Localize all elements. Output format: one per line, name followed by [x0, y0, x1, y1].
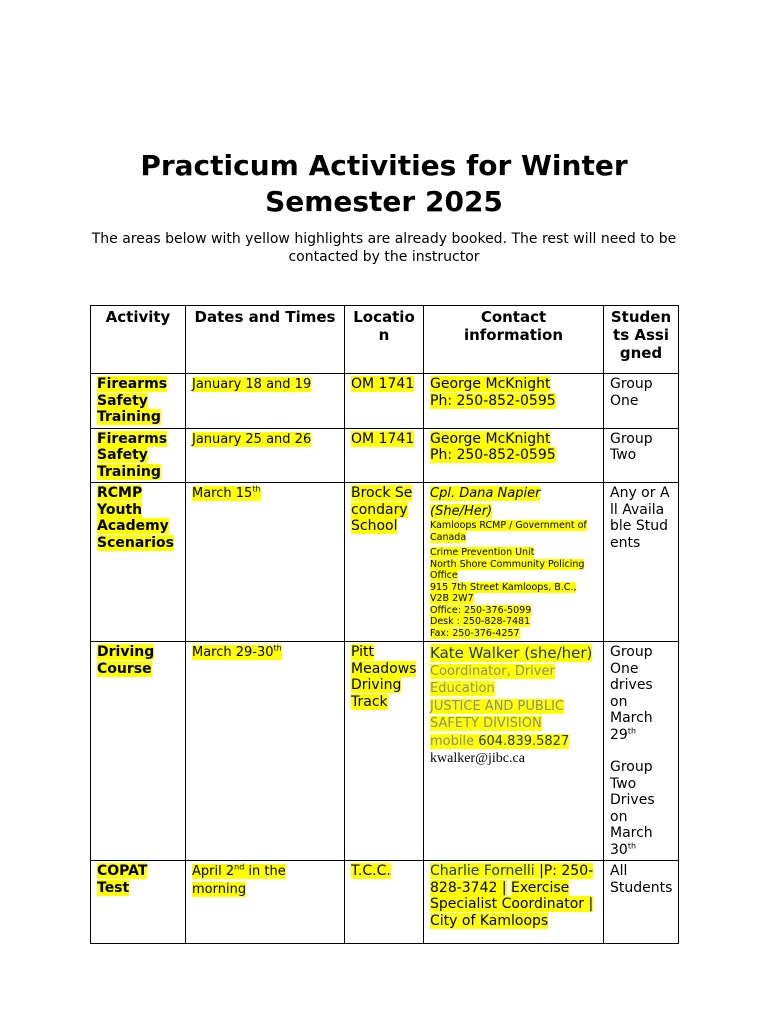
table-row	[91, 374, 679, 429]
contact-detail-lines: Kamloops RCMP / Government of Canada Crime Prevention Unit North Shore Community Policing Office 915 7th Street Kamloops, B.C., V2B 2W7 Office: 250-376-5099 Desk : 250-828-7481 Fax: 250-376-4257	[430, 520, 587, 639]
header-location: Location	[345, 306, 424, 374]
activity-cell: COPAT Test	[97, 863, 148, 896]
table-row	[91, 642, 679, 861]
intro-text: The areas below with yellow highlights are already booked. The rest will need to be contacted by the instructor	[91, 231, 677, 265]
activity-cell: Firearms Safety Training	[97, 430, 168, 480]
location-cell: Brock Secondary School	[351, 485, 413, 534]
assigned-cell	[604, 642, 679, 861]
contact-name: Cpl. Dana Napier (She/Her)	[430, 486, 541, 519]
assigned-cell: Group One	[604, 374, 679, 429]
contact-line: Charlie Fornelli |P: 250-828-3742 |	[430, 863, 594, 896]
header-activity: Activity	[91, 306, 186, 374]
contact-phone: Ph: 250-852-0595	[430, 392, 556, 409]
table-header-row	[91, 306, 679, 374]
contact-division: JUSTICE AND PUBLIC SAFETY DIVISION	[430, 698, 564, 731]
activity-cell: Driving Course	[97, 644, 155, 677]
title-line-1: Practicum Activities for Winter	[140, 149, 628, 182]
contact-name: George McKnight	[430, 430, 551, 447]
contact-email: kwalker@jibc.ca	[430, 751, 525, 766]
activity-cell: RCMP Youth Academy Scenarios	[97, 485, 174, 551]
assigned-cell: Any or All Available Students	[604, 483, 679, 642]
assigned-cell: Group Two	[604, 428, 679, 483]
dates-cell: March 15th	[192, 484, 261, 501]
location-cell: OM 1741	[351, 430, 415, 447]
contact-title: Coordinator, Driver Education	[430, 663, 555, 696]
title-line-2: Semester 2025	[265, 185, 503, 218]
contact-cell	[424, 428, 604, 483]
header-contact: Contact information	[424, 306, 604, 374]
dates-cell: April 2nd in the morning	[192, 862, 286, 897]
header-dates: Dates and Times	[186, 306, 345, 374]
table-row	[91, 483, 679, 642]
location-cell: T.C.C.	[351, 863, 391, 879]
table-row	[91, 861, 679, 944]
contact-title: Exercise Specialist Coordinator | City of Kamloops	[430, 879, 594, 929]
dates-cell: March 29-30th	[192, 643, 282, 660]
dates-cell: January 18 and 19	[192, 377, 312, 392]
activities-table	[90, 305, 679, 944]
location-cell: OM 1741	[351, 376, 415, 392]
activity-cell: Firearms Safety Training	[97, 376, 168, 425]
contact-cell	[424, 483, 604, 642]
contact-cell	[424, 642, 604, 861]
assigned-cell: All Students	[604, 861, 679, 944]
contact-name: Kate Walker (she/her)	[430, 644, 593, 662]
assigned-group-one: Group One drives on March 29th	[610, 644, 653, 743]
location-cell: Pitt Meadows Driving Track	[351, 644, 417, 710]
dates-cell: January 25 and 26	[192, 431, 312, 447]
contact-cell	[424, 861, 604, 944]
contact-mobile-line: mobile 604.839.5827	[430, 733, 570, 749]
contact-phone: Ph: 250-852-0595	[430, 447, 556, 463]
table-row	[91, 428, 679, 483]
contact-name: George McKnight	[430, 376, 551, 392]
page-title	[0, 148, 768, 220]
contact-cell	[424, 374, 604, 429]
header-students: Students Assigned	[604, 306, 679, 374]
assigned-group-two: Group Two Drives on March 30th	[610, 759, 655, 858]
